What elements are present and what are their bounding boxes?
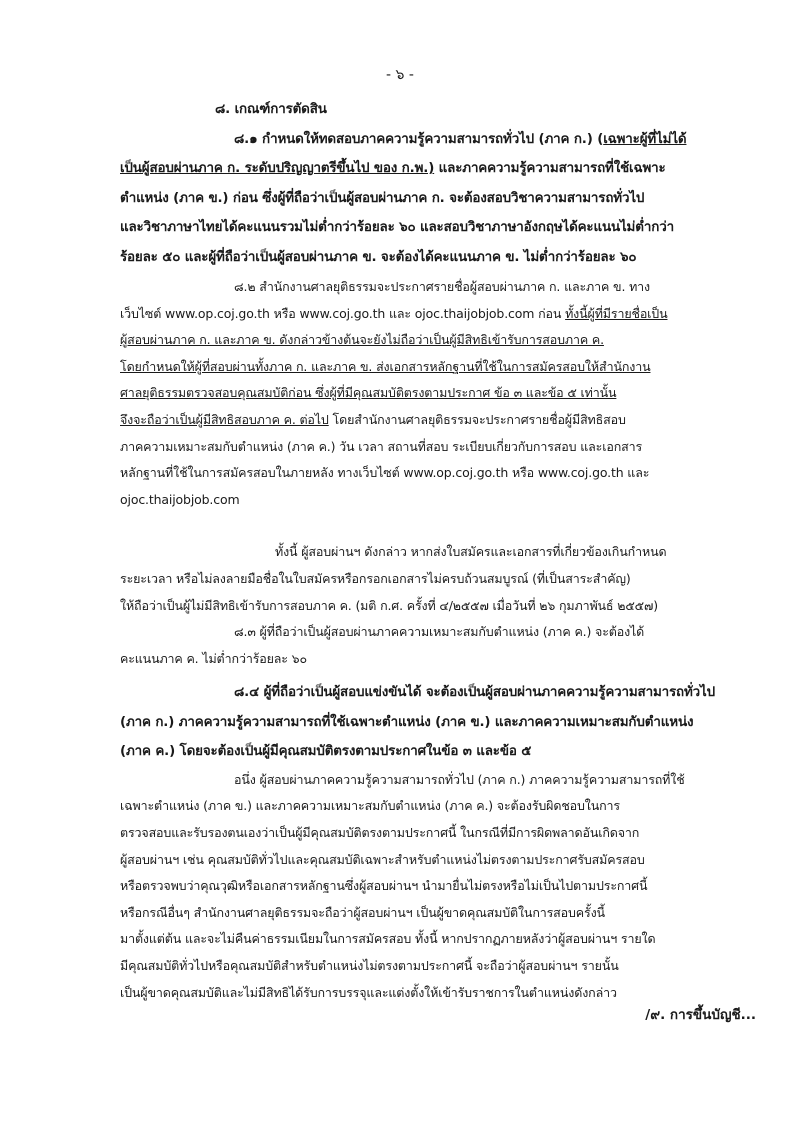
clause-8-2-line-9: ojoc.thaijobjob.com: [120, 491, 240, 507]
closing-paragraph: [120, 767, 707, 1006]
clause-8-4-line-3: (ภาค ค.) โดยจะต้องเป็นผู้มีคุณสมบัติตรงตามประกาศในข้อ ๓ และข้อ ๕: [120, 744, 532, 760]
clause-8-1-text: ๘.๑ กำหนดให้ทดสอบภาคความรู้ความสามารถทั่วไป (ภาค ก.) (: [234, 131, 604, 147]
note-paragraph: [120, 539, 707, 619]
clause-8-4-line-1: ๘.๔ ผู้ที่ถือว่าเป็นผู้สอบแข่งขันได้ จะต้องเป็นผู้สอบผ่านภาคความรู้ความสามารถทั่วไป: [234, 685, 715, 701]
clause-8-3-line-2: คะแนนภาค ค. ไม่ต่ำกว่าร้อยละ ๖๐: [120, 650, 307, 666]
closing-line-7: มาตั้งแต่ต้น และจะไม่คืนค่าธรรมเนียมในการสมัครสอบ ทั้งนี้ หากปรากฏภายหลังว่าผู้สอบผ่านฯ รายใด: [120, 931, 656, 947]
note-line-2: ระยะเวลา หรือไม่ลงลายมือชื่อในใบสมัครหรือกรอกเอกสารไม่ครบถ้วนสมบูรณ์ (ที่เป็นสาระสำคัญ): [120, 570, 631, 586]
clause-8-1-line-5: ร้อยละ ๕๐ และผู้ที่ถือว่าเป็นผู้สอบผ่านภาค ข. จะต้องได้คะแนนภาค ข. ไม่ต่ำกว่าร้อยละ ๖๐: [120, 249, 637, 265]
clause-8-2-text-2: เว็บไซต์ www.op.coj.go.th หรือ www.coj.go.th และ ojoc.thaijobjob.com ก่อน: [120, 305, 566, 321]
clause-8-1-line-4: และวิชาภาษาไทยได้คะแนนรวมไม่ต่ำกว่าร้อยละ ๖๐ และสอบวิชาภาษาอังกฤษได้คะแนนไม่ต่ำกว่า: [120, 220, 674, 235]
clause-8-2-line-1: ๘.๒ สำนักงานศาลยุติธรรมจะประกาศรายชื่อผู้สอบผ่านภาค ก. และภาค ข. ทาง: [234, 279, 651, 294]
closing-line-6: หรือกรณีอื่นๆ สำนักงานศาลยุติธรรมจะถือว่าผู้สอบผ่านฯ เป็นผู้ขาดคุณสมบัติในการสอบครั้งนี้: [120, 904, 605, 920]
next-section-marker: /๙. การขึ้นบัญชี...: [645, 1007, 756, 1023]
closing-line-1: อนึ่ง ผู้สอบผ่านภาคความรู้ความสามารถทั่วไป (ภาค ก.) ภาคความรู้ความสามารถที่ใช้: [234, 771, 685, 787]
note-line-3: ให้ถือว่าเป็นผู้ไม่มีสิทธิเข้ารับการสอบภาค ค. (มติ ก.ศ. ครั้งที่ ๔/๒๕๕๗ เมื่อวันที่ ๒๖ กุมภาพันธ์ ๒๕๕๗): [120, 597, 658, 613]
clause-8-2-text-6: โดยสำนักงานศาลยุติธรรมจะประกาศรายชื่อผู้มีสิทธิสอบ: [328, 411, 626, 427]
clause-8-3: [120, 619, 707, 672]
clause-8-2-underlined-2: ทั้งนี้ผู้ที่มีรายชื่อเป็น: [565, 305, 668, 321]
section-heading: ๘. เกณฑ์การตัดสิน: [215, 102, 327, 117]
clause-8-2-line-7: ภาคความเหมาะสมกับตำแหน่ง (ภาค ค.) วัน เวลา สถานที่สอบ ระเบียบเกี่ยวกับการสอบ และเอกสาร: [120, 438, 643, 454]
clause-8-2: [120, 274, 707, 513]
clause-8-1-line-3: ตำแหน่ง (ภาค ข.) ก่อน ซึ่งผู้ที่ถือว่าเป็นผู้สอบผ่านภาค ก. จะต้องสอบวิชาความสามารถทั่วไป: [120, 190, 645, 206]
clause-8-1: [120, 125, 707, 273]
clause-8-2-underlined-6: จึงจะถือว่าเป็นผู้มีสิทธิสอบภาค ค. ต่อไป: [120, 411, 329, 427]
clause-8-2-line-8: หลักฐานที่ใช้ในการสมัครสอบในภายหลัง ทางเว็บไซต์ www.op.coj.go.th หรือ www.coj.go.th และ: [120, 465, 650, 481]
clause-8-1-underlined-2: เป็นผู้สอบผ่านภาค ก. ระดับปริญญาตรีขึ้นไป ของ ก.พ.): [120, 161, 435, 176]
clause-8-2-line-3: ผู้สอบผ่านภาค ก. และภาค ข. ดังกล่าวข้างต้นจะยังไม่ถือว่าเป็นผู้มีสิทธิเข้ารับการสอบภาค ค.: [120, 332, 604, 348]
page-content: [120, 95, 715, 1006]
clause-8-2-line-5: ศาลยุติธรรมตรวจสอบคุณสมบัติก่อน ซึ่งผู้ที่มีคุณสมบัติตรงตามประกาศ ข้อ ๓ และข้อ ๕ เท่านั้น: [120, 385, 617, 401]
page-number: - ๖ -: [386, 67, 414, 83]
clause-8-2-line-4: โดยกำหนดให้ผู้ที่สอบผ่านทั้งภาค ก. และภาค ข. ส่งเอกสารหลักฐานที่ใช้ในการสมัครสอบให้สำนักงาน: [120, 358, 651, 374]
note-line-1: ทั้งนี้ ผู้สอบผ่านฯ ดังกล่าว หากส่งใบสมัครและเอกสารที่เกี่ยวข้องเกินกำหนด: [275, 544, 667, 560]
closing-line-9: เป็นผู้ขาดคุณสมบัติและไม่มีสิทธิได้รับการบรรจุและแต่งตั้งให้เข้ารับราชการในตำแหน่งดังกล่าว: [120, 984, 617, 1000]
clause-8-3-line-1: ๘.๓ ผู้ที่ถือว่าเป็นผู้สอบผ่านภาคความเหมาะสมกับตำแหน่ง (ภาค ค.) จะต้องได้: [234, 624, 645, 640]
clause-8-1-text-2: และภาคความรู้ความสามารถที่ใช้เฉพาะ: [434, 161, 666, 176]
clause-8-1-underlined: เฉพาะผู้ที่ไม่ได้: [603, 131, 687, 147]
closing-line-8: มีคุณสมบัติทั่วไปหรือคุณสมบัติสำหรับตำแหน่งไม่ตรงตามประกาศนี้ จะถือว่าผู้สอบผ่านฯ รายนั้น: [120, 957, 619, 973]
closing-line-2: เฉพาะตำแหน่ง (ภาค ข.) และภาคความเหมาะสมกับตำแหน่ง (ภาค ค.) จะต้องรับผิดชอบในการ: [120, 798, 620, 814]
clause-8-4: [120, 678, 715, 767]
closing-line-3: ตรวจสอบและรับรองตนเองว่าเป็นผู้มีคุณสมบัติตรงตามประกาศนี้ ในกรณีที่มีการผิดพลาดอันเกิดจาก: [120, 825, 640, 840]
closing-line-4: ผู้สอบผ่านฯ เช่น คุณสมบัติทั่วไปและคุณสมบัติเฉพาะสำหรับตำแหน่งไม่ตรงตามประกาศรับสมัครสอบ: [120, 851, 645, 867]
clause-8-4-line-2: (ภาค ก.) ภาคความรู้ความสามารถที่ใช้เฉพาะตำแหน่ง (ภาค ข.) และภาคความเหมาะสมกับตำแหน่ง: [120, 714, 694, 730]
closing-line-5: หรือตรวจพบว่าคุณวุฒิหรือเอกสารหลักฐานซึ่งผู้สอบผ่านฯ นำมายื่นไม่ตรงหรือไม่เป็นไปตามประกาศนี้: [120, 878, 648, 894]
